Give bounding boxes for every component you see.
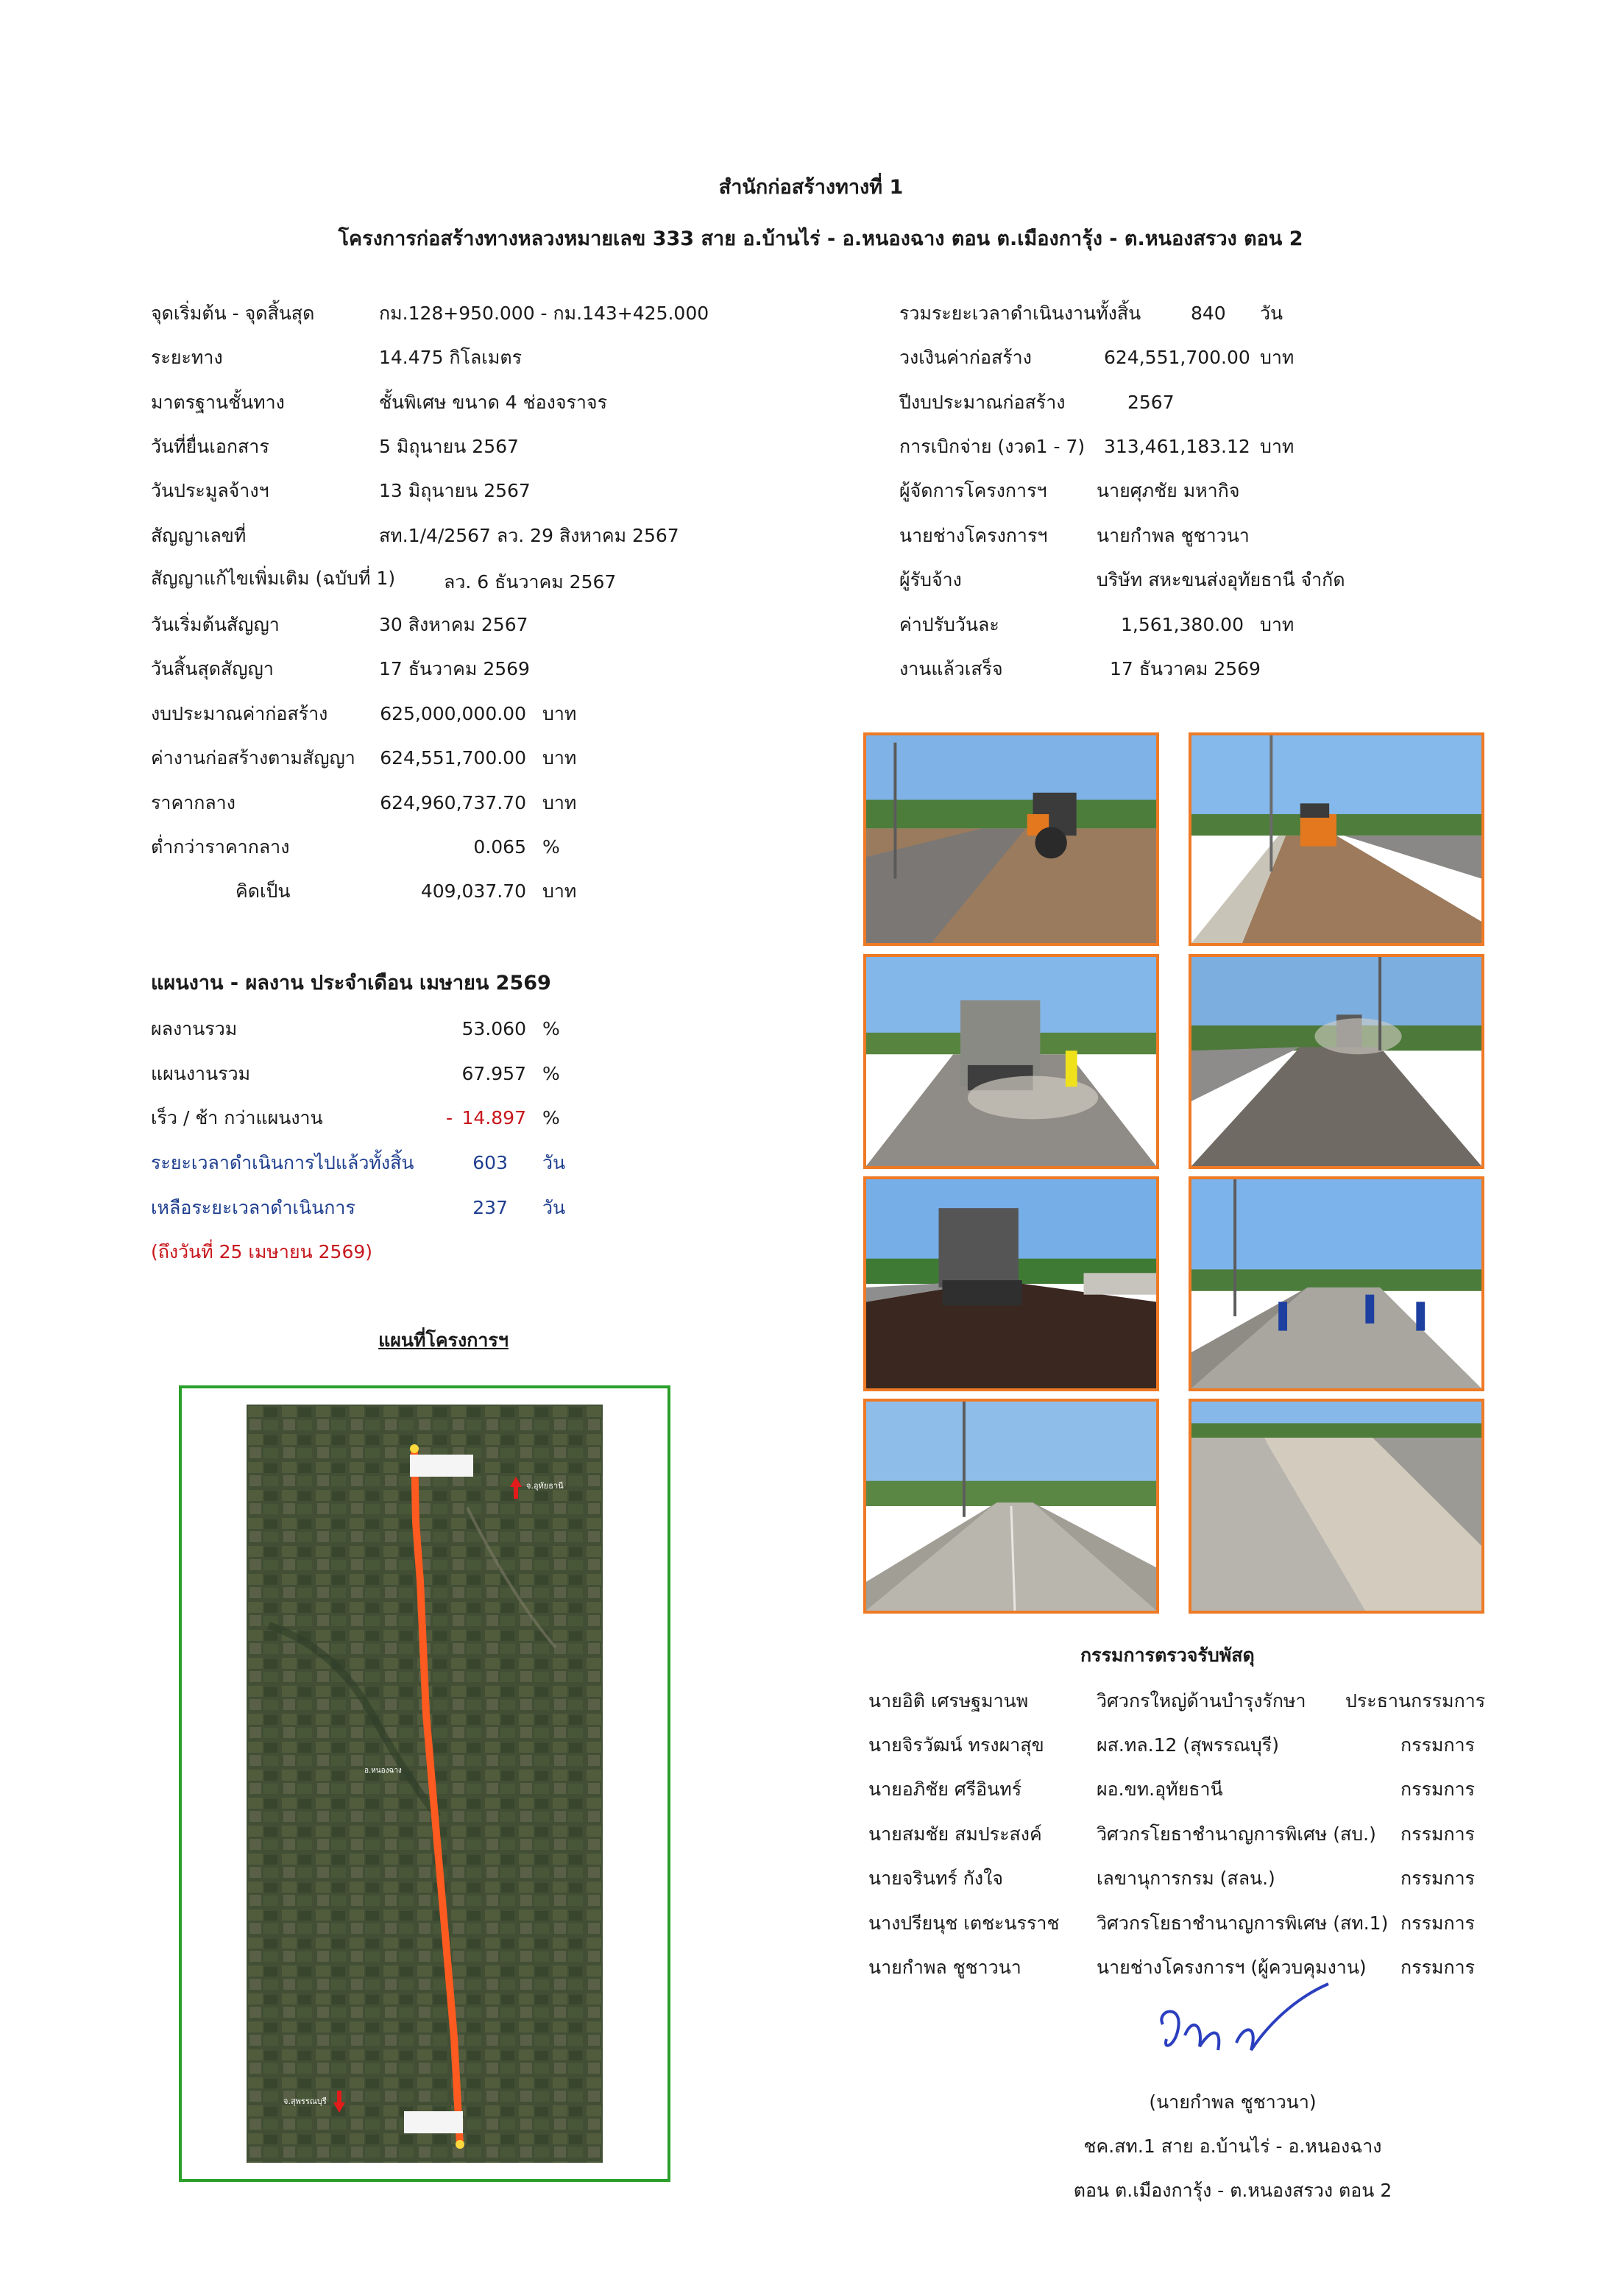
- info-label: สัญญาเลขที่: [151, 525, 247, 546]
- progress-unit: วัน: [542, 1152, 566, 1173]
- info-label: ค่าปรับวันละ: [899, 614, 999, 635]
- signature-line-1: ชค.สท.1 สาย อ.บ้านไร่ - อ.หนองฉาง: [1083, 2136, 1382, 2157]
- info-unit: วัน: [1260, 303, 1283, 324]
- member-role: กรรมการ: [1400, 1734, 1476, 1756]
- info-value: 624,551,700.00: [1104, 347, 1250, 368]
- info-label: ผู้รับจ้าง: [899, 569, 962, 590]
- member-position: ผส.ทล.12 (สุพรรณบุรี): [1097, 1734, 1279, 1756]
- member-name: นางปรียนุช เตชะนรราช: [868, 1912, 1060, 1934]
- north-label: จ.อุทัยธานี: [526, 1481, 564, 1491]
- south-label: จ.สุพรรณบุรี: [283, 2097, 327, 2106]
- budget-value: 624,960,737.70: [380, 792, 526, 813]
- signature-line-2: ตอน ต.เมืองการุ้ง - ต.หนองสรวง ตอน 2: [1073, 2180, 1392, 2201]
- construction-photo: [863, 954, 1159, 1169]
- info-label: ปีงบประมาณก่อสร้าง: [899, 392, 1066, 413]
- member-name: นายอภิชัย ศรีอินทร์: [868, 1778, 1022, 1800]
- start-marker: [410, 1444, 419, 1453]
- info-value: กม.128+950.000 - กม.143+425.000: [379, 303, 709, 324]
- member-role: ประธานกรรมการ: [1345, 1690, 1486, 1712]
- progress-label: ผลงานรวม: [151, 1018, 238, 1039]
- info-value: 5 มิถุนายน 2567: [379, 436, 519, 457]
- info-label: วันที่ยื่นเอกสาร: [151, 436, 269, 457]
- progress-unit: %: [542, 1018, 560, 1039]
- budget-unit: บาท: [542, 747, 577, 769]
- info-value: 17 ธันวาคม 2569: [379, 658, 530, 679]
- budget-unit: บาท: [542, 792, 577, 813]
- member-position: วิศวกรใหญ่ด้านบำรุงรักษา: [1097, 1690, 1306, 1712]
- member-position: เลขานุการกรม (สลน.): [1097, 1868, 1275, 1889]
- info-value: 1,561,380.00: [1121, 614, 1244, 635]
- construction-photo: [863, 732, 1159, 946]
- info-value: 313,461,183.12: [1104, 436, 1250, 457]
- project-title: โครงการก่อสร้างทางหลวงหมายเลข 333 สาย อ.บ้านไร่ - อ.หนองฉาง ตอน ต.เมืองการุ้ง - ต.หนองสรวง ตอน 2: [338, 227, 1303, 250]
- info-label: การเบิกจ่าย (งวด1 - 7): [899, 436, 1086, 457]
- project-map: [179, 1385, 670, 2182]
- member-role: กรรมการ: [1400, 1912, 1476, 1934]
- member-name: นายจิรวัฒน์ ทรงผาสุข: [868, 1734, 1044, 1756]
- info-label: ผู้จัดการโครงการฯ: [899, 480, 1047, 501]
- member-role: กรรมการ: [1400, 1823, 1476, 1845]
- budget-label: ค่างานก่อสร้างตามสัญญา: [151, 747, 355, 769]
- info-value: 840: [1191, 303, 1226, 324]
- budget-value: 624,551,700.00: [380, 747, 526, 769]
- member-name: นายกำพล ชูชาวนา: [868, 1957, 1021, 1978]
- member-role: กรรมการ: [1400, 1868, 1476, 1889]
- info-label: วันสิ้นสุดสัญญา: [151, 658, 274, 679]
- info-unit: บาท: [1260, 614, 1295, 635]
- info-unit: บาท: [1260, 347, 1295, 368]
- member-name: นายอิติ เศรษฐมานพ: [868, 1690, 1029, 1712]
- info-label: วันเริ่มต้นสัญญา: [151, 614, 280, 635]
- info-label: นายช่างโครงการฯ: [899, 525, 1048, 546]
- progress-value: 14.897: [461, 1107, 526, 1128]
- progress-label: เหลือระยะเวลาดำเนินการ: [151, 1197, 355, 1218]
- map-title: แผนที่โครงการฯ: [378, 1329, 509, 1351]
- member-position: วิศวกรโยธาชำนาญการพิเศษ (สท.1): [1097, 1912, 1389, 1934]
- member-position: วิศวกรโยธาชำนาญการพิเศษ (สบ.): [1097, 1823, 1376, 1845]
- budget-label: งบประมาณค่าก่อสร้าง: [151, 703, 328, 724]
- progress-unit: วัน: [542, 1197, 566, 1218]
- budget-value: 0.065: [473, 836, 526, 858]
- info-label: งานแล้วเสร็จ: [899, 658, 1003, 679]
- budget-label: ต่ำกว่าราคากลาง: [151, 836, 290, 858]
- member-name: นายจรินทร์ กังใจ: [868, 1868, 1003, 1889]
- construction-photo: [863, 1176, 1159, 1391]
- info-value: นายกำพล ชูชาวนา: [1097, 525, 1250, 546]
- info-label: รวมระยะเวลาดำเนินงานทั้งสิ้น: [899, 303, 1141, 324]
- budget-value: 625,000,000.00: [380, 703, 526, 724]
- mid-label: อ.หนองฉาง: [364, 1767, 402, 1775]
- construction-photo: [1189, 1176, 1484, 1391]
- budget-label: ราคากลาง: [151, 792, 235, 813]
- info-value: 30 สิงหาคม 2567: [379, 614, 528, 635]
- info-unit: บาท: [1260, 436, 1295, 457]
- member-role: กรรมการ: [1400, 1957, 1476, 1978]
- progress-value: 53.060: [461, 1018, 526, 1039]
- progress-label: ระยะเวลาดำเนินการไปแล้วทั้งสิ้น: [151, 1152, 414, 1173]
- construction-photo: [1189, 954, 1484, 1169]
- progress-unit: %: [542, 1107, 560, 1128]
- budget-value: 409,037.70: [420, 880, 526, 902]
- committee-title: กรรมการตรวจรับพัสดุ: [1080, 1645, 1255, 1666]
- info-value: 2567: [1127, 392, 1175, 413]
- member-position: นายช่างโครงการฯ (ผู้ควบคุมงาน): [1097, 1957, 1367, 1978]
- office-title: สำนักก่อสร้างทางที่ 1: [718, 176, 904, 199]
- progress-prefix: -: [446, 1107, 453, 1128]
- construction-photo: [1189, 732, 1484, 946]
- info-value: บริษัท สหะขนส่งอุทัยธานี จำกัด: [1097, 569, 1345, 590]
- info-value: 13 มิถุนายน 2567: [379, 480, 531, 501]
- info-label: มาตรฐานชั้นทาง: [151, 392, 285, 413]
- construction-photo: [863, 1399, 1159, 1614]
- end-label-box: [404, 2111, 463, 2133]
- budget-unit: บาท: [542, 703, 577, 724]
- progress-unit: %: [542, 1063, 560, 1084]
- info-value: 14.475 กิโลเมตร: [379, 347, 522, 368]
- info-label: วงเงินค่าก่อสร้าง: [899, 347, 1032, 368]
- progress-value: 67.957: [461, 1063, 526, 1084]
- construction-photo: [1189, 1399, 1484, 1614]
- info-value: สท.1/4/2567 ลว. 29 สิงหาคม 2567: [379, 525, 679, 546]
- info-value: ลว. 6 ธันวาคม 2567: [444, 571, 617, 593]
- budget-unit: บาท: [542, 880, 577, 902]
- progress-as-of: (ถึงวันที่ 25 เมษายน 2569): [151, 1241, 373, 1262]
- progress-label: เร็ว / ช้า กว่าแผนงาน: [151, 1107, 323, 1128]
- budget-label: คิดเป็น: [235, 880, 291, 902]
- info-label: จุดเริ่มต้น - จุดสิ้นสุด: [151, 303, 315, 324]
- info-label: สัญญาแก้ไขเพิ่มเติม (ฉบับที่ 1): [151, 568, 396, 589]
- budget-unit: %: [542, 836, 560, 858]
- info-value: ชั้นพิเศษ ขนาด 4 ช่องจราจร: [379, 392, 608, 413]
- info-label: วันประมูลจ้างฯ: [151, 480, 269, 501]
- member-role: กรรมการ: [1400, 1778, 1476, 1800]
- member-position: ผอ.ขท.อุทัยธานี: [1097, 1778, 1223, 1800]
- info-label: ระยะทาง: [151, 347, 223, 368]
- info-value: 17 ธันวาคม 2569: [1110, 658, 1261, 679]
- progress-label: แผนงานรวม: [151, 1063, 251, 1084]
- signature-mark: [1133, 1980, 1339, 2076]
- satellite-map: [247, 1405, 603, 2163]
- progress-value: 237: [472, 1197, 508, 1218]
- progress-title: แผนงาน - ผลงาน ประจำเดือน เมษายน 2569: [151, 972, 551, 995]
- member-name: นายสมชัย สมประสงค์: [868, 1823, 1042, 1845]
- progress-value: 603: [472, 1152, 508, 1173]
- info-value: นายศุภชัย มหากิจ: [1097, 480, 1240, 501]
- start-label-box: [410, 1455, 473, 1477]
- signature-name: (นายกำพล ชูชาวนา): [1149, 2091, 1317, 2113]
